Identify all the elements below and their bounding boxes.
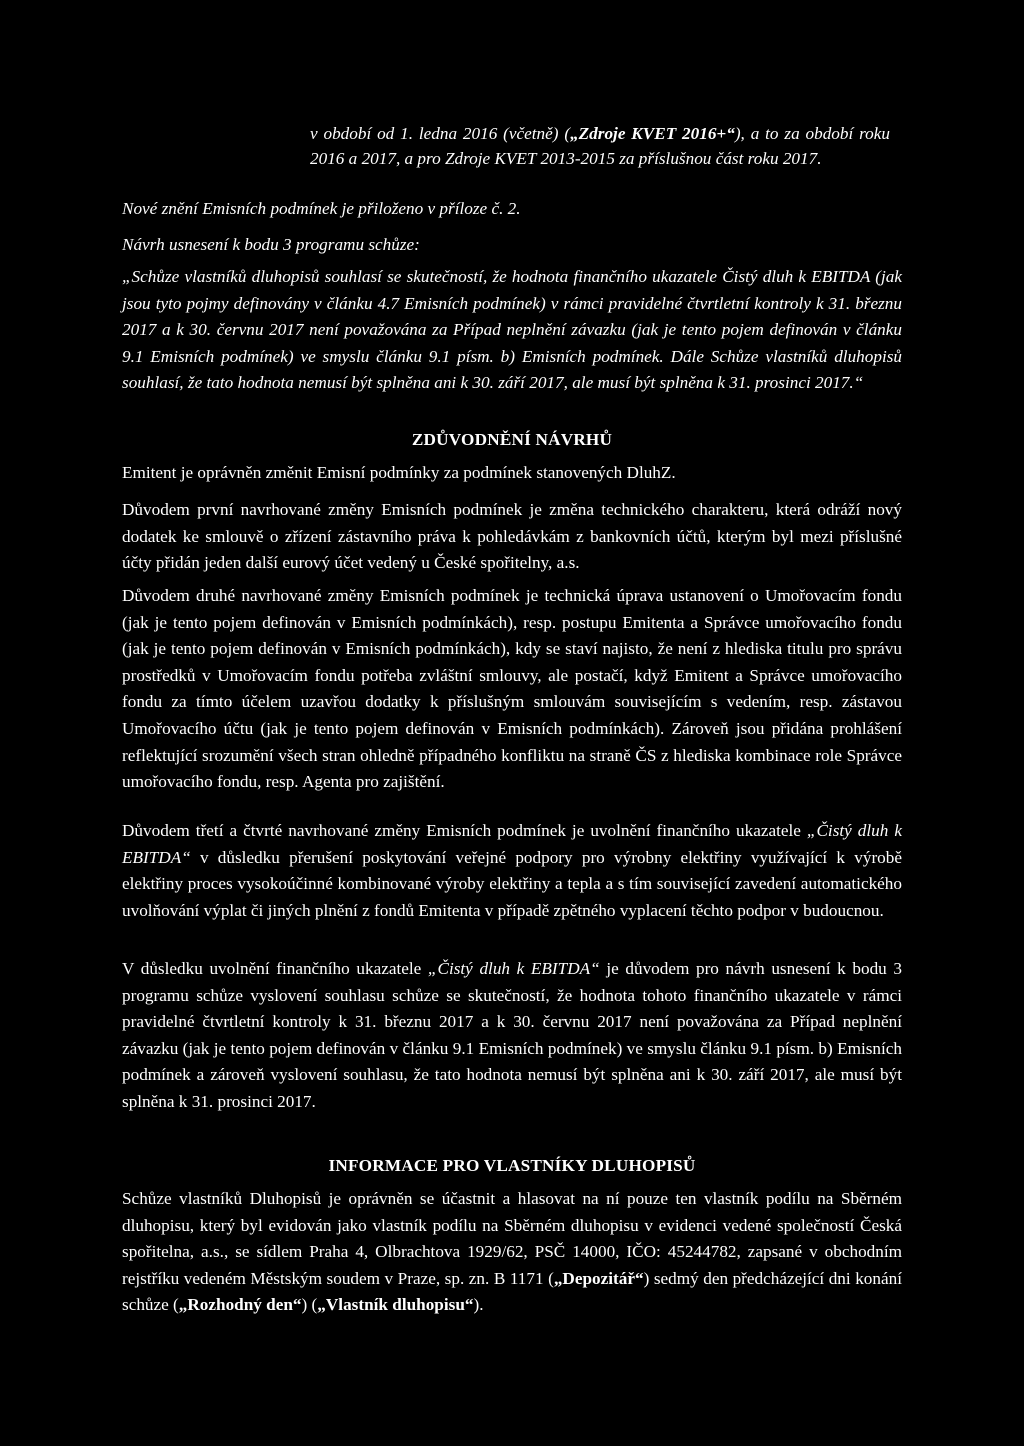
intro-defined-term: „Zdroje KVET 2016+“ [570, 124, 735, 143]
p4-defined-term: „Čistý dluh k EBITDA“ [122, 821, 902, 867]
intro-paragraph [310, 121, 890, 171]
justification-paragraph-2: Důvodem první navrhované změny Emisních podmínek je změna technického charakteru, která odráží nový dodatek ke smlouvě o zřízení zástavního práva k pohledávkám z bankovních účtů, kterým byl mezi příslušné účty přidán jeden další eurový účet vedený u České spořitelny, a.s. [122, 500, 902, 573]
info-text-4: ). [473, 1295, 484, 1315]
p5-text-a: V důsledku uvolnění finančního ukazatele [122, 959, 428, 978]
resolution-text: „Schůze vlastníků dluhopisů souhlasí se skutečností, že hodnota finančního ukazatele Čistý dluh k EBITDA (jak jsou tyto pojmy definovány v článku 4.7 Emisních podmínek) v rámci pravidelné čtvrtletní kontroly k 31. březnu 2017 a k 30. červnu 2017 není považována za Případ neplnění závazku (jak je tento pojem definován v článku 9.1 Emisních podmínek) ve smyslu článku 9.1 písm. b) Emisních podmínek. Dále Schůze vlastníků dluhopisů souhlasí, že tato hodnota nemusí být splněna ani k 30. září 2017, ale musí být splněna k 31. prosinci 2017.“ [122, 267, 902, 393]
justification-paragraph-4 [122, 818, 902, 924]
info-text-3: ) ( [301, 1295, 318, 1315]
justification-title: ZDŮVODNĚNÍ NÁVRHŮ [411, 430, 613, 449]
info-term-rozhodny-den: „Rozhodný den“ [178, 1295, 302, 1315]
info-text-1: Schůze vlastníků Dluhopisů je oprávněn se účastnit a hlasovat na ní pouze ten vlastník podílu na Sběrném dluhopisu, který byl evidován jako vlastník podílu na Sběrném dluhopisu v evidenci vedené společností Česká spořitelna, a.s., se sídlem Praha 4, Olbrachtova 1929/62, PSČ 14000, IČO: 45244782, zapsané v obchodním rejstříku vedeném Městským soudem v Praze, sp. zn. B 1171 ( [122, 1189, 902, 1288]
info-paragraph [122, 1186, 902, 1319]
info-term-depozitar: „Depozitář“ [553, 1268, 644, 1288]
justification-paragraph-1: Emitent je oprávněn změnit Emisní podmínky za podmínek stanovených DluhZ. [122, 463, 676, 482]
p5-text-c: je důvodem pro návrh usnesení k bodu 3 programu schůze vyslovení souhlasu schůze se skutečností, že hodnota tohoto finančního ukazatele v rámci pravidelné čtvrtletní kontroly k 31. březnu 2017 a k 30. červnu 2017 není považována za Případ neplnění závazku (jak je tento pojem definován v článku 9.1 Emisních podmínek) ve smyslu článku 9.1 písm. b) Emisních podmínek a zároveň vyslovení souhlasu, že tato hodnota nemusí být splněna ani k 30. září 2017, ale musí být splněna k 31. prosinci 2017. [122, 959, 903, 1111]
info-title: INFORMACE PRO VLASTNÍKY DLUHOPISŮ [328, 1156, 696, 1175]
justification-paragraph-3: Důvodem druhé navrhované změny Emisních podmínek je technická úprava ustanovení o Umořovacím fondu (jak je tento pojem definován v Emisních podmínkách), resp. postupu Emitenta a Správce umořovacího fondu (jak je tento pojem definován v Emisních podmínkách), kdy se staví najisto, že není z hlediska titulu pro správu prostředků v Umořovacím fondu potřeba zvláštní smlouvy, ale postačí, když Emitent a Správce umořovacího fondu za tímto účelem uzavřou dodatky k příslušným smlouvám souvisejícím s vedením, resp. zástavou Umořovacího účtu (jak je tento pojem definován v Emisních podmínkách). Zároveň jsou přidána prohlášení reflektující srozumění všech stran ohledně případného konfliktu na straně ČS z hlediska kombinace role Správce umořovacího fondu, resp. Agenta pro zajištění. [122, 586, 902, 792]
info-text-2: ) sedmý den předcházející dni konání schůze ( [122, 1268, 902, 1315]
resolution-heading: Návrh usnesení k bodu 3 programu schůze: [122, 235, 420, 254]
p4-text-a: Důvodem třetí a čtvrté navrhované změny Emisních podmínek je uvolnění finančního ukazatele [122, 821, 807, 840]
intro-text-a: v období od 1. ledna 2016 (včetně) ( [310, 124, 571, 143]
annex-note: Nové znění Emisních podmínek je přiloženo v příloze č. 2. [122, 199, 521, 218]
info-term-vlastnik: „Vlastník dluhopisu“ [317, 1295, 474, 1315]
p4-text-c: v důsledku přerušení poskytování veřejné podpory pro výrobny elektřiny využívající k výrobě elektřiny proces vysokoúčinné kombinované výroby elektřiny a tepla a s tím související zavedení automatického uvolňování výplat či jiných plnění z fondů Emitenta v případě zpětného vyplacení těchto podpor v budoucnou. [122, 847, 902, 920]
intro-text-c: ), a to za období roku 2016 a 2017, a pro Zdroje KVET 2013-2015 za příslušnou část roku 2017. [310, 124, 890, 168]
justification-paragraph-5 [122, 956, 902, 1116]
p5-defined-term: „Čistý dluh k EBITDA“ [427, 959, 600, 978]
